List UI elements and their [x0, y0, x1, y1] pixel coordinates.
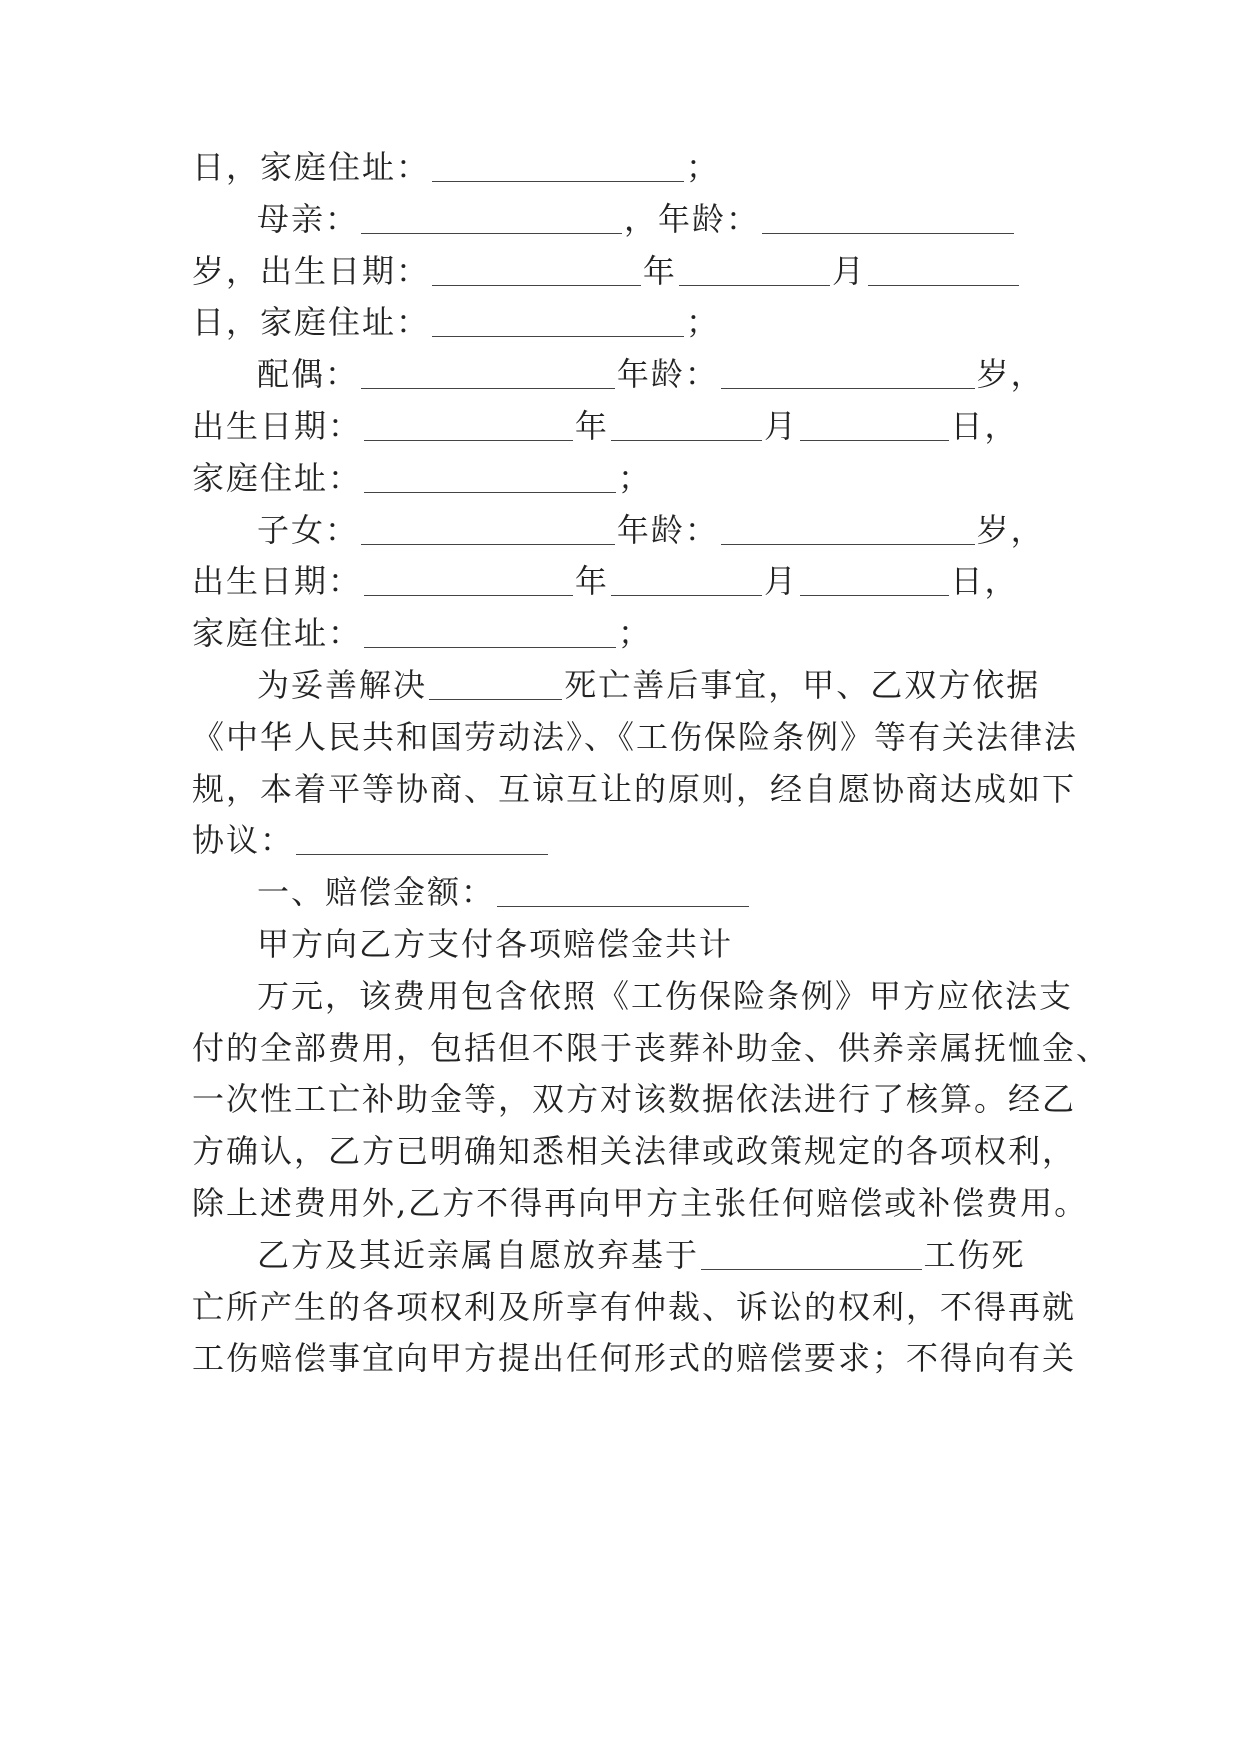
text-line	[192, 815, 550, 865]
text-segment: ；	[618, 458, 653, 497]
text-segment: 年	[642, 251, 677, 290]
text-segment: 年龄：	[616, 510, 719, 549]
fill-in-blank	[432, 335, 684, 337]
text-segment: 工伤死	[923, 1235, 1026, 1274]
fill-in-blank	[429, 698, 562, 700]
text-segment: 死亡善后事宜，甲、乙双方依据	[564, 666, 1041, 704]
text-line	[192, 556, 1019, 606]
fill-in-blank	[497, 905, 749, 907]
text-segment: 协议：	[192, 821, 295, 860]
text-line	[257, 1230, 1026, 1280]
text-segment: 月	[764, 562, 799, 601]
text-segment: 出生日期：	[192, 562, 363, 601]
text-segment: ；	[686, 303, 721, 342]
fill-in-blank	[432, 284, 641, 286]
fill-in-blank	[800, 439, 949, 441]
fill-in-blank	[800, 594, 949, 596]
text-line	[192, 608, 652, 658]
fill-in-blank	[611, 439, 762, 441]
fill-in-blank	[721, 387, 975, 389]
fill-in-blank	[361, 543, 615, 545]
text-segment: 出生日期：	[192, 407, 363, 445]
text-line	[257, 505, 1045, 555]
fill-in-blank	[364, 594, 573, 596]
text-segment: ；	[618, 614, 653, 653]
text-segment: ，年龄：	[624, 199, 761, 238]
fill-in-blank	[432, 180, 684, 182]
fill-in-blank	[364, 439, 573, 441]
fill-in-blank	[611, 594, 762, 596]
fill-in-blank	[721, 543, 975, 545]
text-segment: 《中华人民共和国劳动法》、《工伤保险条例》等有关法律法	[192, 717, 1079, 756]
fill-in-blank	[701, 1268, 922, 1270]
text-segment: 年	[574, 562, 609, 601]
fill-in-blank	[364, 646, 616, 648]
text-segment: 岁，出生日期：	[192, 251, 431, 290]
text-segment: 乙方及其近亲属自愿放弃基于	[257, 1235, 700, 1274]
text-line	[192, 246, 1021, 296]
text-segment: 除上述费用外,乙方不得再向甲方主张任何赔偿或补偿费用。	[192, 1184, 1089, 1222]
fill-in-blank	[679, 284, 830, 286]
text-segment: 甲方向乙方支付各项赔偿金共计	[257, 925, 734, 963]
text-line	[192, 1074, 1076, 1124]
text-segment: 一次性工亡补助金等，双方对该数据依法进行了核算。经乙	[192, 1080, 1077, 1119]
text-line	[192, 142, 720, 192]
text-segment: 家庭住址：	[192, 614, 363, 653]
fill-in-blank	[364, 491, 616, 493]
fill-in-blank	[762, 232, 1014, 234]
text-segment: 亡所产生的各项权利及所享有仲裁、诉讼的权利，不得再就	[192, 1287, 1077, 1326]
text-segment: 子女：	[257, 510, 360, 549]
text-line	[192, 712, 1078, 762]
text-segment: 付的全部费用，包括但不限于丧葬补助金、供养亲属抚恤金、	[192, 1028, 1111, 1067]
text-segment: 一、赔偿金额：	[257, 873, 496, 912]
text-segment: 日，	[950, 407, 1019, 445]
text-segment: 日，家庭住址：	[192, 303, 431, 342]
fill-in-blank	[361, 232, 622, 234]
text-segment: 规，本着平等协商、互谅互让的原则，经自愿协商达成如下	[192, 769, 1077, 808]
text-segment: 岁，	[976, 355, 1045, 394]
text-line	[192, 1126, 1076, 1176]
text-segment: 工伤赔偿事宜向甲方提出任何形式的赔偿要求；不得向有关	[192, 1339, 1077, 1378]
text-line	[257, 919, 733, 969]
text-segment: 家庭住址：	[192, 458, 363, 497]
text-segment: 为妥善解决	[257, 666, 428, 704]
text-line	[257, 660, 1040, 710]
text-segment: ；	[686, 148, 721, 186]
fill-in-blank	[296, 853, 548, 855]
text-segment: 年龄：	[616, 355, 719, 394]
text-segment: 配偶：	[257, 355, 360, 394]
text-line	[192, 1282, 1076, 1332]
text-line	[192, 1023, 1110, 1073]
text-line	[257, 349, 1045, 399]
text-line	[192, 401, 1019, 451]
text-segment: 日，家庭住址：	[192, 148, 431, 186]
text-line	[192, 297, 720, 347]
text-line	[192, 1178, 1088, 1228]
text-segment: 母亲：	[257, 199, 360, 238]
text-line	[192, 1333, 1076, 1383]
text-segment: 月	[832, 251, 867, 290]
text-line	[257, 194, 1016, 244]
fill-in-blank	[361, 387, 615, 389]
text-segment: 年	[574, 407, 609, 445]
text-segment: 方确认，乙方已明确知悉相关法律或政策规定的各项权利，	[192, 1132, 1077, 1171]
text-line	[192, 764, 1076, 814]
text-line	[192, 453, 652, 503]
text-segment: 月	[764, 407, 799, 445]
text-segment: 日，	[950, 562, 1019, 601]
fill-in-blank	[868, 284, 1019, 286]
text-segment: 万元，该费用包含依照《工伤保险条例》甲方应依法支	[257, 976, 1074, 1015]
text-segment: 岁，	[976, 510, 1045, 549]
text-line	[257, 971, 1073, 1021]
text-line	[257, 867, 751, 917]
